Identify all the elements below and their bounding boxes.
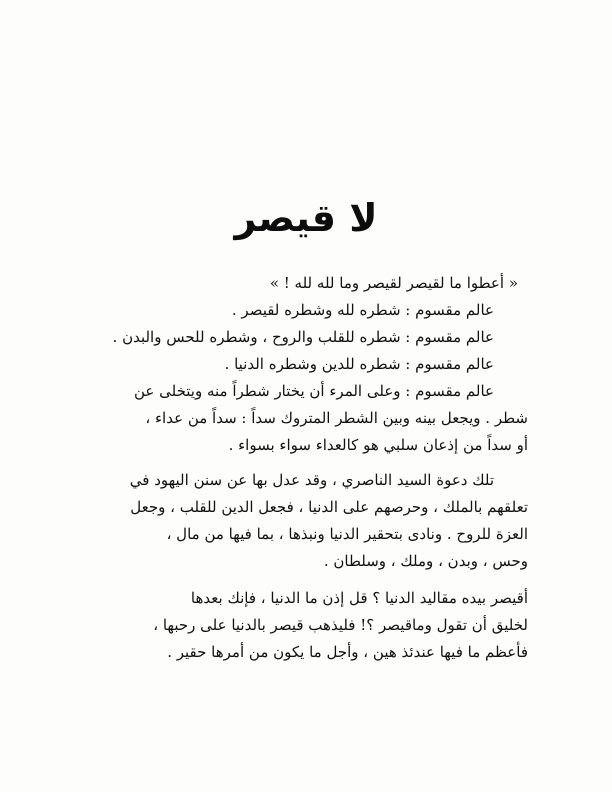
text-line: تعلقهم بالملك ، وحرصهم على الدنيا ، فجعل الدين للقلب ، وجعل [130, 498, 528, 516]
text-line: أو سداً من إذعان سلبي هو كالعداء سواء بسواء . [228, 436, 528, 454]
text-line: فأعظم ما فيها عندئذ هين ، وأجل ما يكون من أمرها حقير . [167, 643, 528, 661]
text-line: « أعطوا ما لقيصر لقيصر وما لله لله ! » [269, 274, 518, 292]
text-line: عالم مقسوم : شطره لله وشطره لقيصر . [231, 301, 494, 319]
body-text [92, 270, 528, 666]
page-title: لا قيصر [234, 196, 378, 240]
text-line: وحس ، وبدن ، وملك ، وسلطان . [323, 552, 528, 570]
text-line: أقيصر بيده مقاليد الدنيا ؟ قل إذن ما الدنيا ، فإنك بعدها [190, 589, 528, 607]
text-line: شطر . ويجعل بينه وبين الشطر المتروك سداً : سداً من عداء ، [145, 409, 528, 427]
text-line: لخليق أن تقول وماقيصر ؟! فليذهب قيصر بالدنيا على رحبها ، [153, 616, 528, 634]
text-line: عالم مقسوم : شطره للقلب والروح ، وشطره للحس والبدن . [112, 328, 494, 346]
text-line: عالم مقسوم : شطره للدين وشطره الدنيا . [224, 355, 494, 373]
text-line: عالم مقسوم : وعلى المرء أن يختار شطراً منه ويتخلى عن [133, 382, 494, 400]
text-line: العزة للروح . ونادى بتحقير الدنيا ونبذها ، بما فيها من مال ، [166, 525, 528, 543]
text-line: تلك دعوة السيد الناصري ، وقد عدل بها عن سنن اليهود في [129, 471, 494, 489]
